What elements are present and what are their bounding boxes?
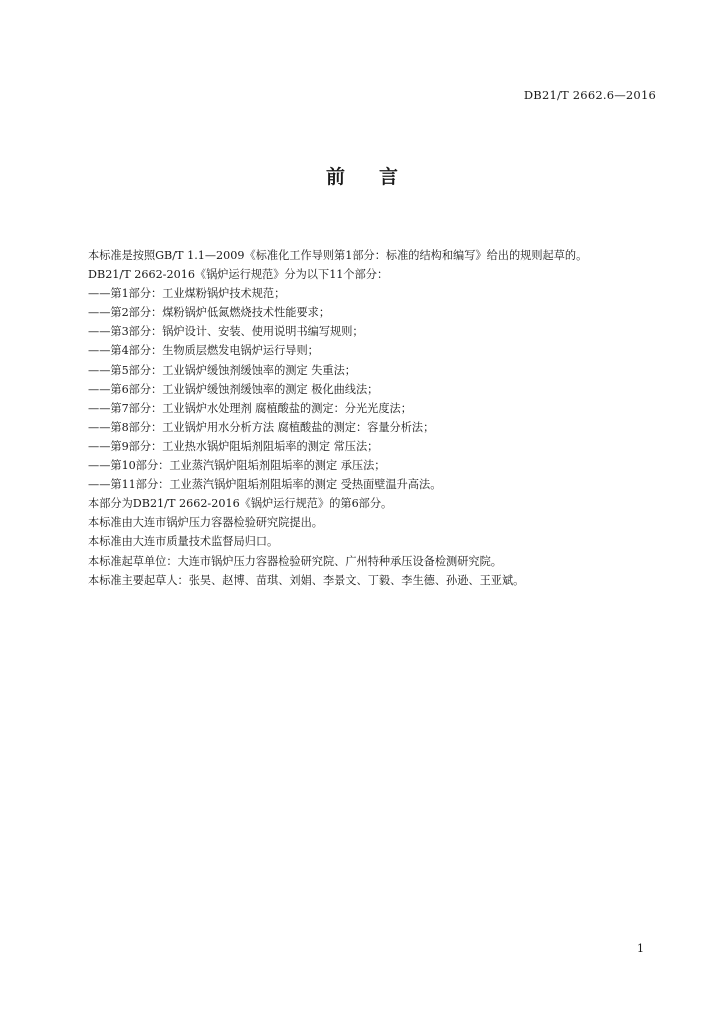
list-item: ——第7部分：工业锅炉水处理剂 腐植酸盐的测定：分光光度法； — [88, 401, 412, 415]
document-body — [62, 246, 660, 590]
list-item: ——第6部分：工业锅炉缓蚀剂缓蚀率的测定 极化曲线法； — [88, 382, 379, 396]
drafting-units-paragraph: 本标准起草单位：大连市锅炉压力容器检验研究院、广州特种承压设备检测研究院。 — [88, 554, 502, 568]
basis-paragraph: 本标准是按照GB/T 1.1—2009《标准化工作导则第1部分：标准的结构和编写》给出的规则起草的。 — [88, 249, 588, 262]
list-item: ——第10部分：工业蒸汽锅炉阻垢剂阻垢率的测定 承压法； — [88, 459, 386, 473]
list-item: ——第4部分：生物质层燃发电锅炉运行导则； — [88, 344, 319, 358]
drafters-paragraph: 本标准主要起草人：张昊、赵博、苗琪、刘娟、李景文、丁毅、李生德、孙逊、王亚斌。 — [88, 573, 525, 587]
part-of-paragraph: 本部分为DB21/T 2662-2016《锅炉运行规范》的第6部分。 — [88, 497, 393, 511]
list-item: ——第11部分：工业蒸汽锅炉阻垢剂阻垢率的测定 受热面壁温升高法。 — [88, 478, 442, 492]
list-item: ——第8部分：工业锅炉用水分析方法 腐植酸盐的测定：容量分析法； — [88, 420, 435, 434]
list-item: ——第5部分：工业锅炉缓蚀剂缓蚀率的测定 失重法； — [88, 363, 356, 377]
list-item: ——第9部分：工业热水锅炉阻垢剂阻垢率的测定 常压法； — [88, 439, 379, 453]
proposer-paragraph: 本标准由大连市锅炉压力容器检验研究院提出。 — [88, 516, 323, 530]
administrator-paragraph: 本标准由大连市质量技术监督局归口。 — [88, 535, 279, 549]
parts-list — [62, 284, 660, 494]
page-title: 前言 — [325, 166, 432, 188]
list-item: ——第3部分：锅炉设计、安装、使用说明书编写规则； — [88, 325, 364, 339]
page-number: 1 — [637, 942, 644, 955]
list-item: ——第2部分：煤粉锅炉低氮燃烧技术性能要求； — [88, 306, 331, 320]
document-header-code: DB21/T 2662.6—2016 — [523, 88, 656, 102]
list-item: ——第1部分：工业煤粉锅炉技术规范； — [88, 287, 286, 301]
parts-intro-paragraph: DB21/T 2662-2016《锅炉运行规范》分为以下11个部分： — [88, 268, 389, 282]
